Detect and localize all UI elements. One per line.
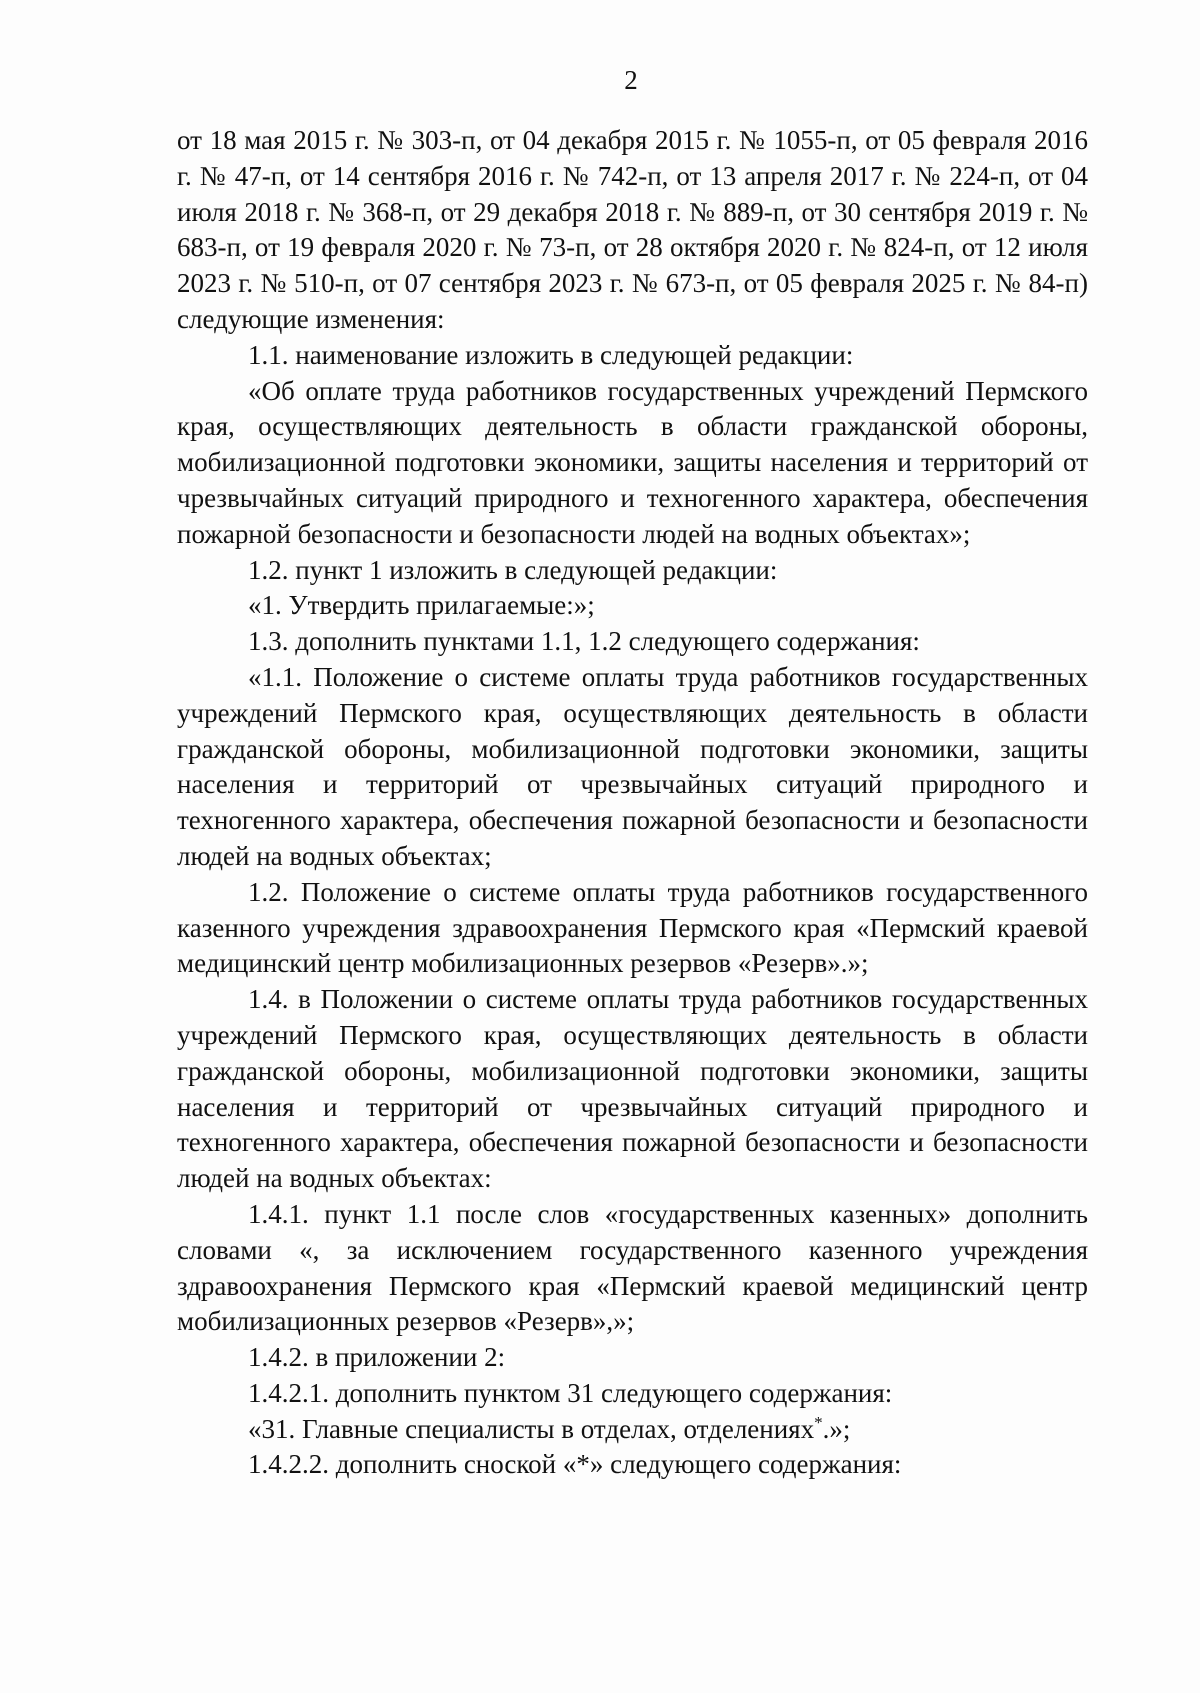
paragraph-new-title: «Об оплате труда работников государственных учреждений Пермского края, осуществляющих деятельность в области гражданской обороны, мобилизационной подготовки экономики, защиты населения и территорий от чрезвычайных ситуаций природного и техногенного характера, обеспечения пожарной безопасности и безопасности людей на водных объектах»; [177,375,1088,549]
paragraph-1-4-2-1: 1.4.2.1. дополнить пунктом 31 следующего содержания: [248,1377,893,1408]
paragraph-approve: «1. Утвердить прилагаемые:»; [248,590,595,621]
paragraph-point-1-1: «1.1. Положение о системе оплаты труда работников государственных учреждений Пермского края, осуществляющих деятельность в области гражданской обороны, мобилизационной подготовки экономики, защиты населения и территорий от чрезвычайных ситуаций природного и техногенного характера, обеспечения пожарной безопасности и безопасности людей на водных объектах; [177,661,1088,871]
paragraph-1-3: 1.3. дополнить пунктами 1.1, 1.2 следующего содержания: [248,626,920,657]
paragraph-1-4-1: 1.4.1. пункт 1.1 после слов «государственных казенных» дополнить словами «, за исключением государственного казенного учреждения здравоохранения Пермского края «Пермский краевой медицинский центр мобилизационных резервов «Резерв»,»; [177,1198,1088,1337]
paragraph-1-2: 1.2. пункт 1 изложить в следующей редакции: [248,554,778,585]
paragraph-point-31 [177,1412,1088,1448]
document-body [177,123,1088,1483]
paragraph-1-4: 1.4. в Положении о системе оплаты труда работников государственных учреждений Пермского края, осуществляющих деятельность в области гражданской обороны, мобилизационной подготовки экономики, защиты населения и территорий от чрезвычайных ситуаций природного и техногенного характера, обеспечения пожарной безопасности и безопасности людей на водных объектах: [177,984,1088,1194]
page-number: 2 [624,65,638,95]
paragraph-amendment-list: от 18 мая 2015 г. № 303-п, от 04 декабря 2015 г. № 1055-п, от 05 февраля 2016 г. № 47-п, от 14 сентября 2016 г. № 742-п, от 13 апреля 2017 г. № 224-п, от 04 июля 2018 г. № 368-п, от 29 декабря 2018 г. № 889-п, от 30 сентября 2019 г. № 683-п, от 19 февраля 2020 г. № 73-п, от 28 октября 2020 г. № 824-п, от 12 июля 2023 г. № 510-п, от 07 сентября 2023 г. № 673-п, от 05 февраля 2025 г. № 84-п) следующие изменения: [177,125,1088,334]
paragraph-1-4-2-2: 1.4.2.2. дополнить сноской «*» следующего содержания: [248,1449,902,1480]
paragraph-point-1-2: 1.2. Положение о системе оплаты труда работников государственного казенного учреждения здравоохранения Пермского края «Пермский краевой медицинский центр мобилизационных резервов «Резерв».»; [177,876,1088,979]
point-31-ending: .»; [822,1413,851,1444]
paragraph-1-1: 1.1. наименование изложить в следующей редакции: [248,339,854,370]
point-31-text: «31. Главные специалисты в отделах, отделениях [248,1413,815,1444]
footnote-marker: * [814,1412,823,1432]
paragraph-1-4-2: 1.4.2. в приложении 2: [248,1342,506,1373]
